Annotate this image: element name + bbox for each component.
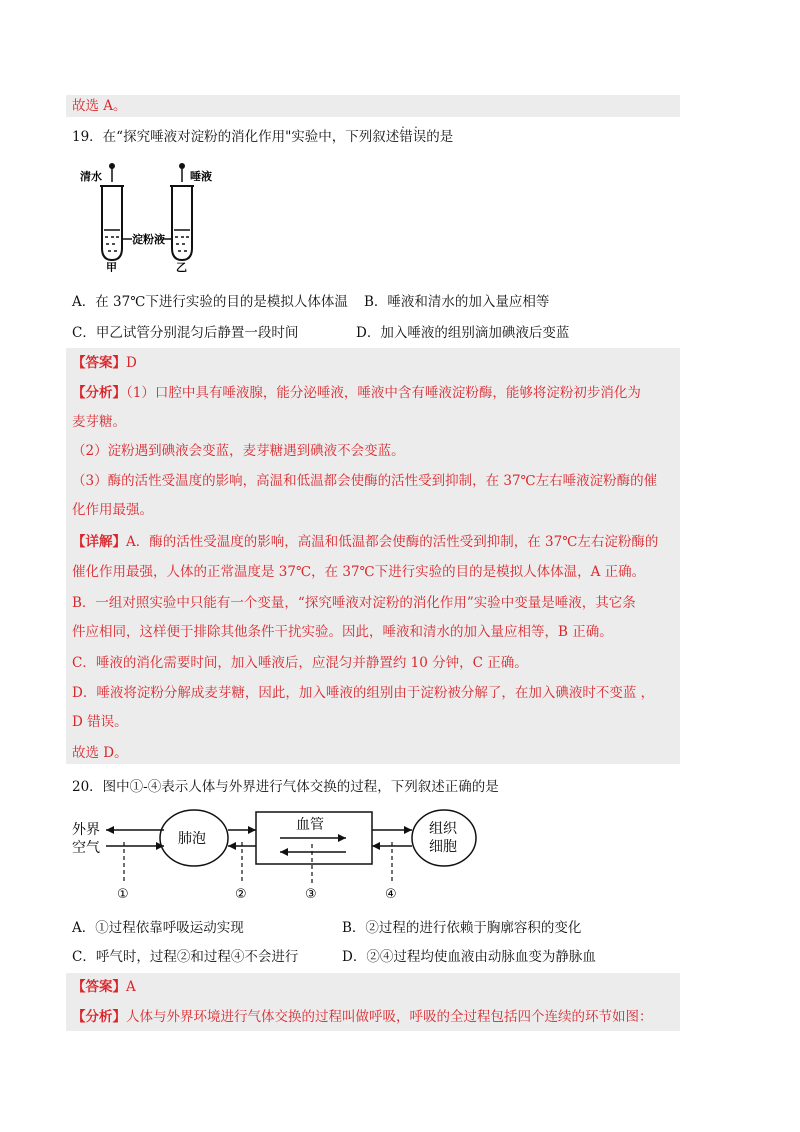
q19-test-tube-figure bbox=[72, 160, 232, 272]
marker-4: ④ bbox=[385, 887, 397, 900]
marker-2: ② bbox=[235, 887, 247, 900]
label-tissue-cell-2: 细胞 bbox=[429, 839, 457, 855]
tube-left bbox=[100, 186, 124, 260]
q19-detail-line-1 bbox=[72, 531, 658, 553]
q19-answer-value: D bbox=[126, 355, 137, 371]
label-outside-air-1: 外界 bbox=[72, 822, 100, 838]
label-alveoli: 肺泡 bbox=[178, 831, 206, 847]
q19-stem-suffix: 的是 bbox=[426, 129, 454, 145]
label-tube-jia: 甲 bbox=[106, 261, 117, 272]
q19-option-c: C．甲乙试管分别混匀后静置一段时间 bbox=[72, 325, 299, 341]
q20-gas-exchange-diagram bbox=[72, 808, 492, 900]
q19-conclusion: 故选 D。 bbox=[72, 745, 128, 761]
process-3-arrows bbox=[280, 834, 346, 884]
q19-detail-line-6: D．唾液将淀粉分解成麦芽糖，因此，加入唾液的组别由于淀粉被分解了，在加入碘液时不变蓝 ， bbox=[72, 685, 655, 701]
dropper-left bbox=[109, 163, 115, 182]
q19-detail-text-1: A．酶的活性受温度的影响，高温和低温都会使酶的活性受到抑制，在 37℃左右淀粉酶的 bbox=[126, 534, 659, 550]
q20-analysis-text: 人体与外界环境进行气体交换的过程叫做呼吸，呼吸的全过程包括四个连续的环节如图： bbox=[126, 1009, 653, 1025]
q19-analysis-line-1 bbox=[72, 382, 641, 404]
label-saliva: 唾液 bbox=[190, 170, 212, 183]
q19-stem-prefix: 19．在“探究唾液对淀粉的消化作用"实验中，下列叙述 bbox=[72, 129, 400, 145]
q19-detail-line-3: B．一组对照实验中只能有一个变量，“探究唾液对淀粉的消化作用”实验中变量是唾液，其它条 bbox=[72, 595, 636, 611]
label-tissue-cell-1: 组织 bbox=[429, 821, 457, 837]
q19-answer bbox=[72, 352, 137, 374]
q19-detail-line-5: C．唾液的消化需要时间，加入唾液后，应混匀并静置约 10 分钟，C 正确。 bbox=[72, 655, 528, 671]
tube-right bbox=[170, 186, 194, 260]
q20-option-d: D．②④过程均使血液由动脉血变为静脉血 bbox=[342, 949, 596, 965]
q20-option-b: B．②过程的进行依赖于胸廓容积的变化 bbox=[342, 920, 582, 936]
q19-stem bbox=[72, 126, 453, 148]
label-clear-water: 清水 bbox=[80, 170, 102, 183]
q19-stem-emphasis: · · 错误 bbox=[399, 126, 426, 148]
q20-answer-tag: 【答案】 bbox=[72, 979, 126, 995]
q19-analysis-line-3: （2）淀粉遇到碘液会变蓝，麦芽糖遇到碘液不会变蓝。 bbox=[72, 443, 405, 459]
q19-analysis-line-4: （3）酶的活性受温度的影响，高温和低温都会使酶的活性受到抑制，在 37℃左右唾液淀粉酶的催 bbox=[72, 473, 658, 489]
label-starch-solution: 淀粉液 bbox=[132, 233, 165, 246]
label-tube-yi: 乙 bbox=[176, 261, 187, 272]
answer-panel-q18 bbox=[66, 95, 680, 117]
q19-answer-tag: 【答案】 bbox=[72, 355, 126, 371]
marker-3: ③ bbox=[305, 887, 317, 900]
q20-option-c: C．呼气时，过程②和过程④不会进行 bbox=[72, 949, 299, 965]
q20-stem: 20．图中①-④表示人体与外界进行气体交换的过程，下列叙述正确的是 bbox=[72, 779, 499, 795]
label-blood-vessel: 血管 bbox=[296, 817, 324, 833]
q19-option-d: D．加入唾液的组别滴加碘液后变蓝 bbox=[356, 325, 570, 341]
process-4-arrows bbox=[372, 826, 412, 884]
q20-analysis-tag: 【分析】 bbox=[72, 1009, 126, 1025]
q20-analysis bbox=[72, 1006, 653, 1028]
tissue-cell-circle bbox=[412, 810, 476, 866]
q19-detail-line-2: 催化作用最强，人体的正常温度是 37℃，在 37℃下进行实验的目的是模拟人体体温，A 正确。 bbox=[72, 564, 646, 580]
q19-analysis-text-1: （1）口腔中具有唾液腺，能分泌唾液，唾液中含有唾液淀粉酶，能够将淀粉初步消化为 bbox=[126, 385, 641, 401]
process-2-arrows bbox=[228, 826, 256, 884]
q20-answer bbox=[72, 976, 136, 998]
process-1-arrows bbox=[106, 826, 164, 884]
q18-conclusion: 故选 A。 bbox=[72, 98, 127, 114]
q19-option-b: B．唾液和清水的加入量应相等 bbox=[364, 294, 550, 310]
q19-detail-line-7: D 错误。 bbox=[72, 714, 128, 730]
q19-analysis-line-5: 化作用最强。 bbox=[72, 502, 153, 518]
q19-detail-line-4: 件应相同，这样便于排除其他条件干扰实验。因此，唾液和清水的加入量应相等，B 正确。 bbox=[72, 624, 613, 640]
q19-option-a: A．在 37℃下进行实验的目的是模拟人体体温 bbox=[72, 294, 348, 310]
label-outside-air-2: 空气 bbox=[72, 840, 100, 856]
marker-1: ① bbox=[117, 887, 129, 900]
q19-analysis-tag: 【分析】 bbox=[72, 385, 126, 401]
q20-answer-value: A bbox=[126, 979, 136, 995]
dropper-right bbox=[179, 163, 185, 182]
q20-option-a: A．①过程依靠呼吸运动实现 bbox=[72, 920, 244, 936]
q19-detail-tag: 【详解】 bbox=[72, 534, 126, 550]
q19-analysis-line-2: 麦芽糖。 bbox=[72, 414, 126, 430]
